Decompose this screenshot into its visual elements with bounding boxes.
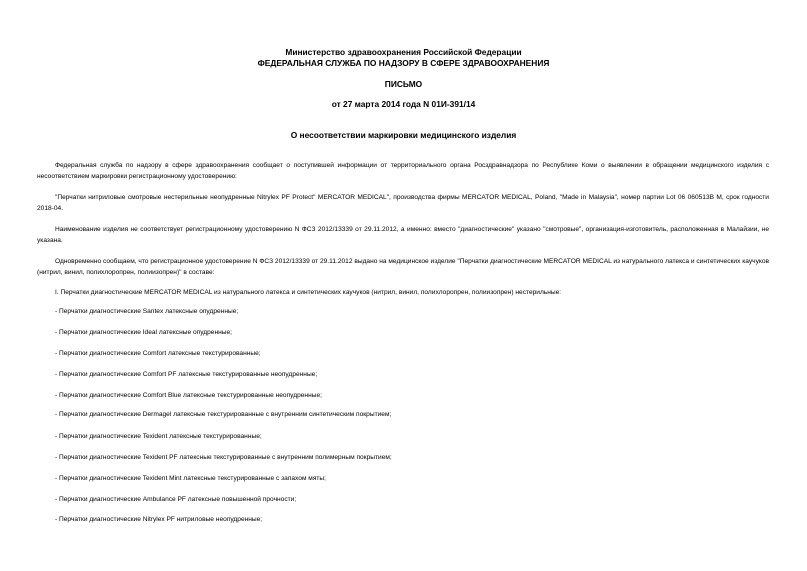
list-item: - Перчатки диагностические Comfort PF латексные текстурированные неопудренные;	[55, 371, 318, 378]
paragraph-product: "Перчатки нитриловые смотровые нестерильные неопудренные Nitrylex PF Protect" MERCATOR MEDICAL", производства фирмы MERCATOR MEDICAL, Poland, "Made in Malaysia", номер партии Lot 06 060513В М, срок годности 2018-04.	[37, 194, 769, 212]
ministry-name: Министерство здравоохранения Российской Федерации	[285, 47, 522, 57]
list-item: - Перчатки диагностические Texident PF латексные текстурированные с внутренним полимерным покрытием;	[55, 454, 392, 461]
list-item: - Перчатки диагностические Comfort латексные текстурированные;	[55, 350, 261, 357]
paragraph-intro: Федеральная служба по надзору в сфере здравоохранения сообщает о поступившей информации от территориального органа Росздравнадзора по Республике Коми о выявлении в обращении медицинского изделия с несоответствием маркировки регистрационному удостоверению:	[37, 162, 769, 180]
document-subject: О несоответствии маркировки медицинского изделия	[290, 130, 517, 140]
list-item: - Перчатки диагностические Ideal латексные опудренные;	[55, 329, 232, 336]
list-item: - Перчатки диагностические Texident латексные текстурированные;	[55, 433, 262, 440]
list-item: - Перчатки диагностические Santex латексные опудренные;	[55, 308, 239, 315]
paragraph-registration: Одновременно сообщаем, что регистрационное удостоверение N ФСЗ 2012/13339 от 29.11.2012 выдано на медицинское изделие "Перчатки диагностические MERCATOR MEDICAL из натурального латекса и синтетических каучуков (нитрил, винил, полихлоропрен, полиизопрен)" в составе:	[37, 258, 769, 276]
document-type: ПИСЬМО	[384, 79, 423, 89]
list-item: - Перчатки диагностические Dermagel латексные текстурированные с внутренним синтетическим покрытием;	[55, 411, 392, 418]
paragraph-mismatch: Наименование изделия не соответствует регистрационному удостоверению N ФСЗ 2012/13339 от 29.11.2012, а именно: вместо "диагностические" указано "смотровые", организация-изготовитель, расположенная в Малайзии, не указана.	[37, 226, 769, 244]
list-item: - Перчатки диагностические Texident Mint латексные текстурированные с запахом мяты;	[55, 475, 327, 482]
service-name: ФЕДЕРАЛЬНАЯ СЛУЖБА ПО НАДЗОРУ В СФЕРЕ ЗДРАВООХРАНЕНИЯ	[257, 58, 550, 68]
list-item: - Перчатки диагностические Nitrylex PF нитриловые неопудренные;	[55, 516, 263, 523]
document-date-number: от 27 марта 2014 года N 01И-391/14	[331, 99, 476, 109]
list-title: I. Перчатки диагностические MERCATOR MEDICAL из натурального латекса и синтетических каучуков (нитрил, винил, полихлоропрен, полиизопрен) нестерильные:	[55, 289, 562, 296]
list-item: - Перчатки диагностические Ambulance PF латексные повышенной прочности;	[55, 496, 297, 503]
list-item: - Перчатки диагностические Comfort Blue латексные текстурированные неопудренные;	[55, 392, 322, 399]
